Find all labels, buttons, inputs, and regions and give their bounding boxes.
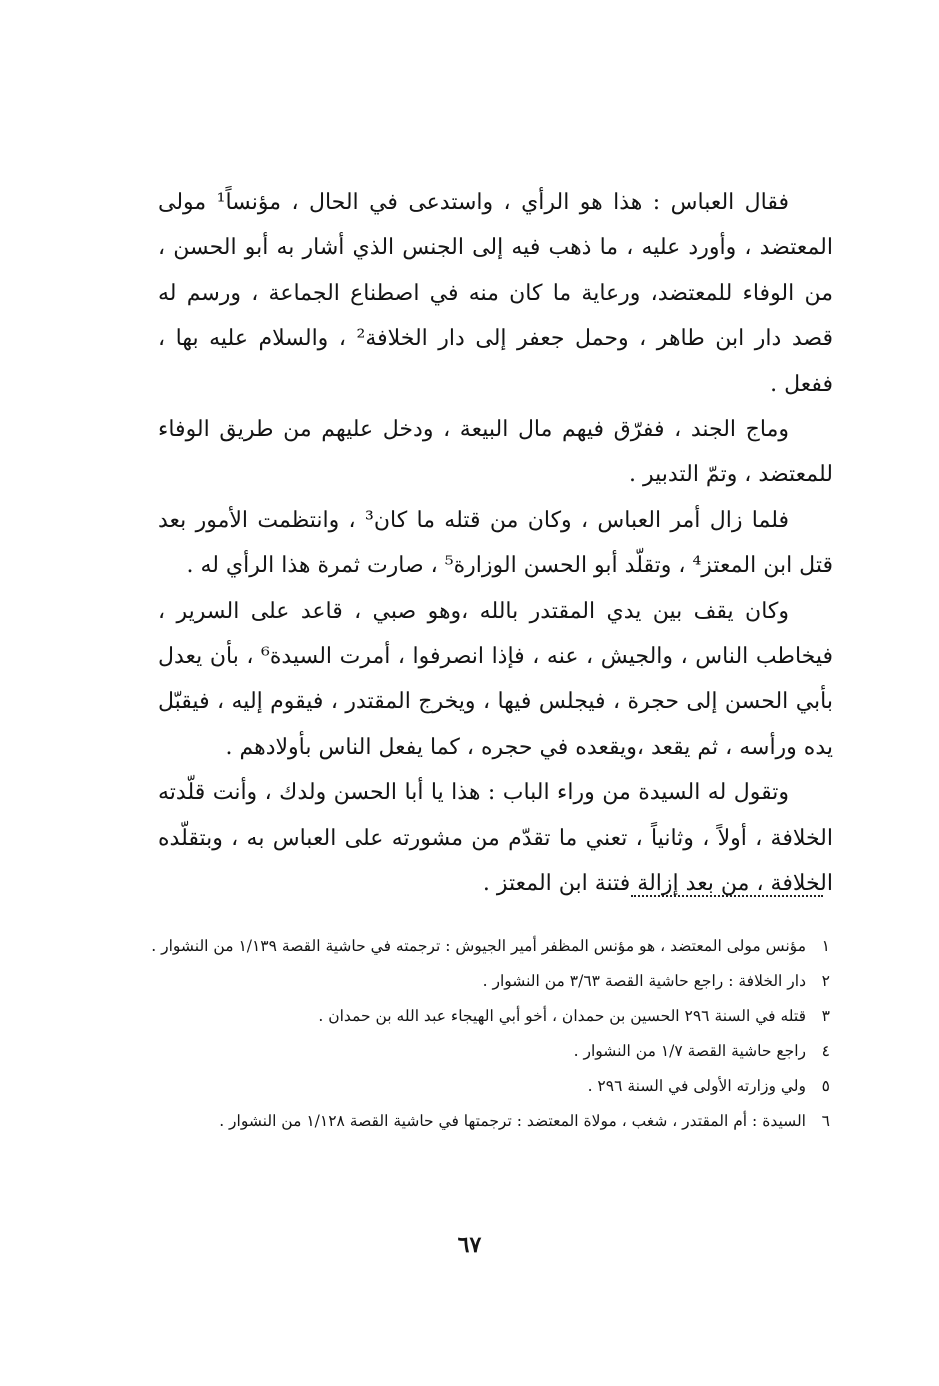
footnote-number: ٤: [821, 1042, 830, 1060]
footnote-text: مؤنس مولى المعتضد ، هو مؤنس المظفر أمير الجيوش : ترجمته في حاشية القصة ١/١٣٩ من النشوار .: [151, 937, 806, 955]
footnotes-list: [150, 929, 830, 1139]
footnote-number: ٣: [821, 1007, 830, 1025]
paragraph-5: وتقول له السيدة من وراء الباب : هذا يا أبا الحسن ولدك ، وأنت قلّدته الخلافة ، أولاً ، وثانياً ، تعني ما تقدّم من مشورته على العباس به ، وبتقلّده الخلافة ، من بعد إزالة فتنة ابن المعتز .: [158, 780, 833, 897]
footnote-item: [150, 999, 830, 1034]
footnote-text: ولي وزارته الأولى في السنة ٢٩٦ .: [587, 1077, 806, 1095]
footnote-text: قتله في السنة ٢٩٦ الحسين بن حمدان ، أخو أبي الهيجاء عبد الله بن حمدان .: [318, 1007, 806, 1025]
footnote-item: [150, 1034, 830, 1069]
page-number: ٦٧: [457, 1232, 482, 1258]
footnote-number: ٢: [821, 972, 830, 990]
footnote-text: دار الخلافة : راجع حاشية القصة ٣/٦٣ من النشوار .: [482, 972, 806, 990]
footnote-separator: [631, 895, 823, 897]
footnote-number: ٥: [821, 1077, 830, 1095]
footnote-number: ٦: [821, 1112, 830, 1130]
paragraph-2: وماج الجند ، ففرّق فيهم مال البيعة ، ودخل عليهم من طريق الوفاء للمعتضد ، وتمّ التدبير .: [158, 417, 833, 488]
paragraph-4: وكان يقف بين يدي المقتدر بالله ،وهو صبي ، قاعد على السرير ، فيخاطب الناس ، والجيش ، عنه ، فإذا انصرفوا ، أمرت السيدة⁶ ، بأن يعدل بأبي الحسن إلى حجرة ، فيجلس فيها ، ويخرج المقتدر ، فيقوم إليه ، فيقبّل يده ورأسه ، ثم يقعد ،ويقعده في حجره ، كما يفعل الناس بأولادهم .: [158, 598, 833, 760]
paragraph-1: فقال العباس : هذا هو الرأي ، واستدعى في الحال ، مؤنساً¹ مولى المعتضد ، وأورد عليه ، ما ذهب فيه إلى الجنس الذي أشار به أبو الحسن ، من الوفاء للمعتضد، ورعاية ما كان منه في اصطناع الجماعة ، ورسم له قصد دار ابن طاهر ، وحمل جعفر إلى دار الخلافة² ، والسلام عليه بها ، ففعل .: [158, 190, 834, 397]
footnote-item: [150, 964, 830, 999]
footnote-item: [150, 929, 830, 964]
footnote-number: ١: [821, 937, 830, 955]
paragraph-3: فلما زال أمر العباس ، وكان من قتله ما كان³ ، وانتظمت الأمور بعد قتل ابن المعتز⁴ ، وتقلّد أبو الحسن الوزارة⁵ ، صارت ثمرة هذا الرأي له .: [158, 507, 833, 579]
footnote-text: السيدة : أم المقتدر ، شغب ، مولاة المعتضد : ترجمتها في حاشية القصة ١/١٢٨ من النشوار .: [219, 1112, 806, 1130]
footnote-text: راجع حاشية القصة ١/٧ من النشوار .: [573, 1042, 806, 1060]
footnote-item: [150, 1104, 830, 1139]
footnote-item: [150, 1069, 830, 1104]
main-text: [158, 180, 833, 907]
